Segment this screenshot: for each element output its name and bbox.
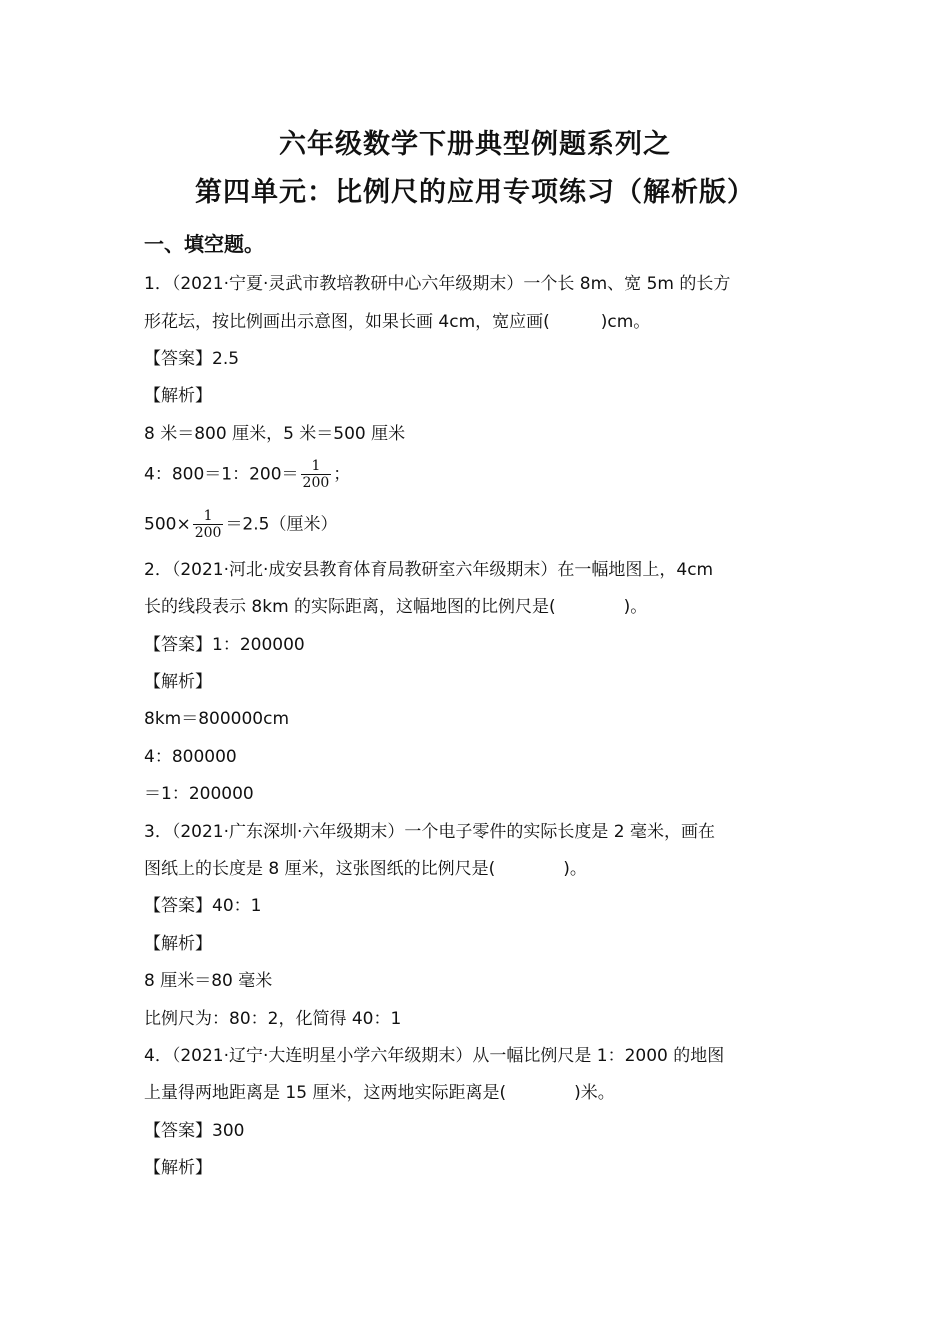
- q2-answer: 【答案】1：200000: [144, 635, 305, 655]
- fraction-numerator: 1: [203, 508, 213, 524]
- q1-step3-suffix: ＝2.5（厘米）: [225, 514, 338, 535]
- q1-step2-suffix: ；: [333, 464, 351, 485]
- q4-analysis-label: 【解析】: [144, 1158, 212, 1178]
- fraction-numerator: 1: [311, 458, 321, 474]
- q3-text-line1: 3．（2021·广东深圳·六年级期末）一个电子零件的实际长度是 2 毫米，画在: [144, 822, 716, 842]
- q1-text-line2: 形花坛，按比例画出示意图，如果长画 4cm，宽应画( )cm。: [144, 312, 651, 332]
- q1-step3-prefix: 500×: [144, 514, 191, 535]
- q4-text-line1: 4．（2021·辽宁·大连明星小学六年级期末）从一幅比例尺是 1：2000 的地图: [144, 1046, 725, 1066]
- section-heading: 一、填空题。: [144, 232, 264, 256]
- q3-text-line2: 图纸上的长度是 8 厘米，这张图纸的比例尺是( )。: [144, 859, 587, 879]
- document-title-line1: 六年级数学下册典型例题系列之: [279, 129, 671, 160]
- q1-answer: 【答案】2.5: [144, 349, 240, 369]
- q2-step1: 8km＝800000cm: [144, 709, 290, 729]
- q3-step1: 8 厘米＝80 毫米: [144, 971, 273, 991]
- fraction-denominator: 200: [194, 525, 222, 541]
- q1-step1: 8 米＝800 厘米，5 米＝500 厘米: [144, 424, 406, 444]
- q3-step2: 比例尺为：80：2，化简得 40：1: [144, 1009, 402, 1029]
- q2-text-line2: 长的线段表示 8km 的实际距离，这幅地图的比例尺是( )。: [144, 597, 648, 617]
- q2-step2: 4：800000: [144, 747, 237, 767]
- q1-step3: [144, 508, 337, 541]
- q2-text-line1: 2．（2021·河北·成安县教育体育局教研室六年级期末）在一幅地图上，4cm: [144, 560, 714, 580]
- document-title-line2: 第四单元：比例尺的应用专项练习（解析版）: [195, 177, 755, 208]
- fraction: [301, 458, 332, 491]
- q4-text-line2: 上量得两地距离是 15 厘米，这两地实际距离是( )米。: [144, 1083, 615, 1103]
- fraction: [193, 508, 224, 541]
- q2-step3: ＝1：200000: [144, 784, 254, 804]
- q3-answer: 【答案】40：1: [144, 896, 262, 916]
- q3-analysis-label: 【解析】: [144, 934, 212, 954]
- q1-step2-prefix: 4：800＝1：200＝: [144, 464, 299, 485]
- q1-step2: [144, 458, 350, 491]
- q1-text-line1: 1．（2021·宁夏·灵武市教培教研中心六年级期末）一个长 8m、宽 5m 的长方: [144, 274, 731, 294]
- q2-analysis-label: 【解析】: [144, 672, 212, 692]
- fraction-denominator: 200: [302, 475, 330, 491]
- q4-answer: 【答案】300: [144, 1121, 245, 1141]
- q1-analysis-label: 【解析】: [144, 386, 212, 406]
